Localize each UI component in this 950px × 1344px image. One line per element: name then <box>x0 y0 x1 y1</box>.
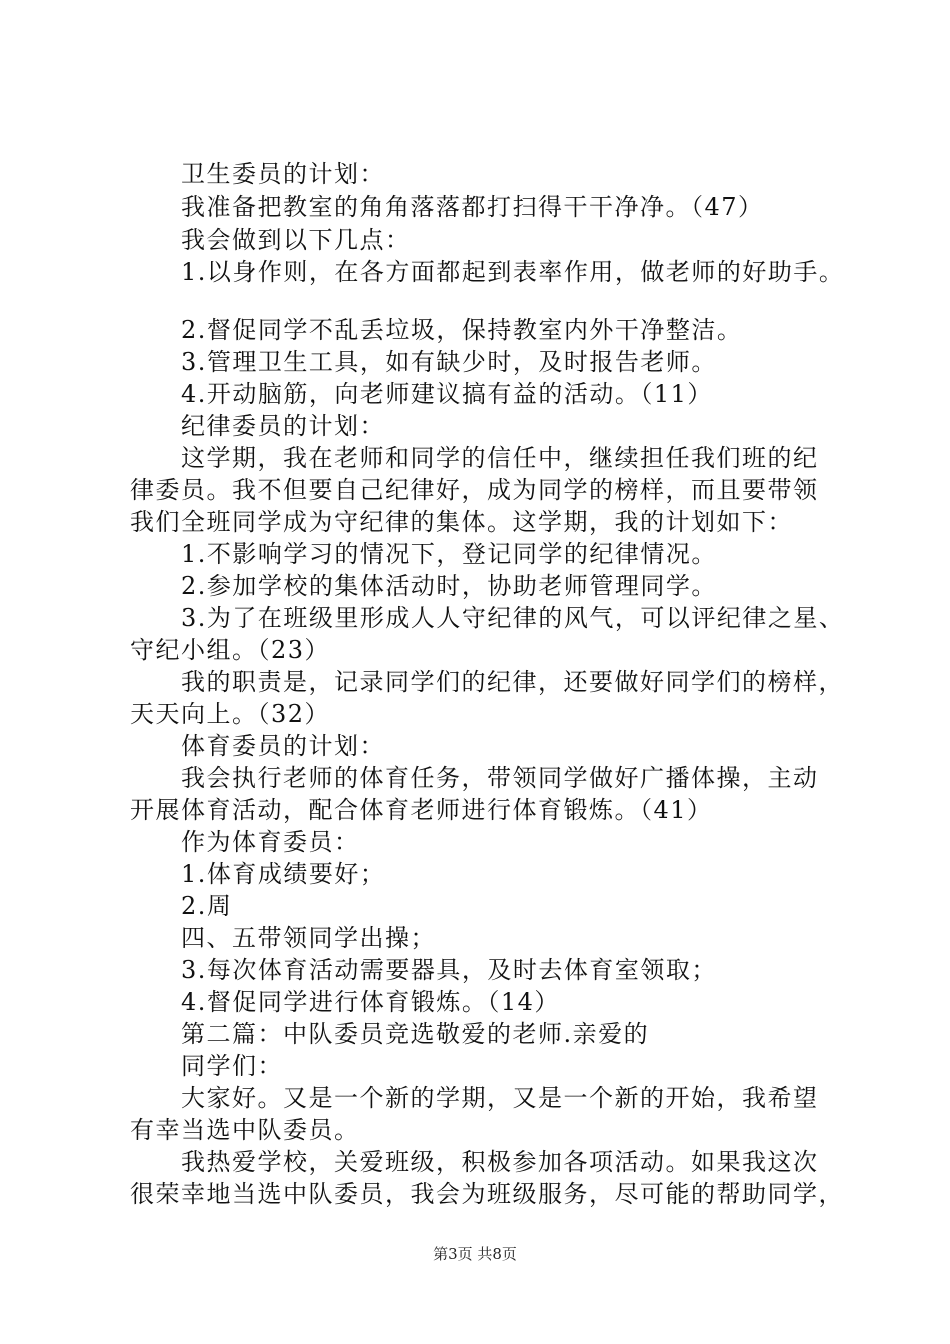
text-line: 守纪小组。（23） <box>130 636 331 664</box>
text-line: 4.督促同学进行体育锻炼。（14） <box>181 988 560 1016</box>
text-line: 3.为了在班级里形成人人守纪律的风气，可以评纪律之星、 <box>181 604 845 632</box>
text-line: 1.体育成绩要好； <box>181 860 386 888</box>
text-line: 4.开动脑筋，向老师建议搞有益的活动。（11） <box>181 380 713 408</box>
text-line: 2.参加学校的集体活动时，协助老师管理同学。 <box>181 572 717 600</box>
text-line: 我会做到以下几点： <box>181 226 411 254</box>
text-line: 我的职责是，记录同学们的纪律，还要做好同学们的榜样， <box>181 668 844 696</box>
text-line: 很荣幸地当选中队委员，我会为班级服务，尽可能的帮助同学， <box>130 1180 844 1208</box>
page-footer: 第3页 共8页 <box>433 1245 517 1263</box>
text-line: 有幸当选中队委员。 <box>130 1116 360 1144</box>
text-line: 作为体育委员： <box>181 828 360 856</box>
text-line: 我热爱学校，关爱班级，积极参加各项活动。如果我这次 <box>181 1148 819 1176</box>
text-line: 体育委员的计划： <box>181 732 385 760</box>
text-line: 开展体育活动，配合体育老师进行体育锻炼。（41） <box>130 796 713 824</box>
text-line: 1.以身作则，在各方面都起到表率作用，做老师的好助手。 <box>181 258 845 286</box>
text-line: 大家好。又是一个新的学期，又是一个新的开始，我希望 <box>181 1084 819 1112</box>
text-line: 我会执行老师的体育任务，带领同学做好广播体操，主动 <box>181 764 819 792</box>
text-line: 2.周 <box>181 892 233 920</box>
text-line: 律委员。我不但要自己纪律好，成为同学的榜样，而且要带领 <box>130 476 819 504</box>
text-line: 1.不影响学习的情况下，登记同学的纪律情况。 <box>181 540 717 568</box>
text-line: 2.督促同学不乱丢垃圾，保持教室内外干净整洁。 <box>181 316 743 344</box>
text-line: 卫生委员的计划： <box>181 160 385 188</box>
text-line: 天天向上。（32） <box>130 700 331 728</box>
text-line: 这学期，我在老师和同学的信任中，继续担任我们班的纪 <box>181 444 819 472</box>
text-line: 3.管理卫生工具，如有缺少时，及时报告老师。 <box>181 348 717 376</box>
text-line: 四、五带领同学出操； <box>181 924 436 952</box>
text-line: 纪律委员的计划： <box>181 412 385 440</box>
text-line: 第二篇：中队委员竞选敬爱的老师.亲爱的 <box>181 1020 650 1048</box>
text-line: 我们全班同学成为守纪律的集体。这学期，我的计划如下： <box>130 508 793 536</box>
text-line: 同学们： <box>181 1052 283 1080</box>
text-line: 3.每次体育活动需要器具，及时去体育室领取； <box>181 956 717 984</box>
text-line: 我准备把教室的角角落落都打扫得干干净净。（47） <box>181 193 764 221</box>
